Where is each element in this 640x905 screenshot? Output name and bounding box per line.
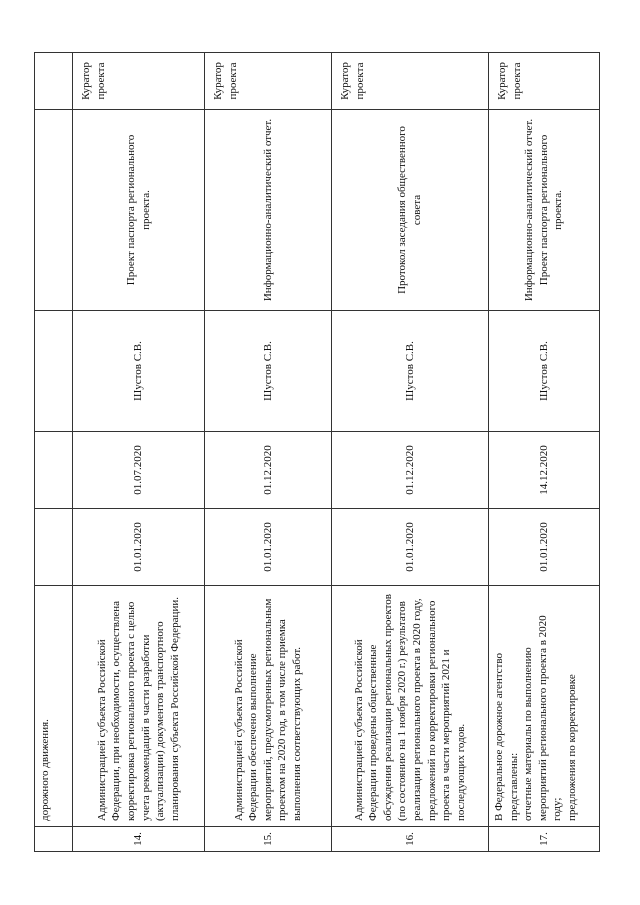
row-responsible: Шустов С.В. <box>332 311 489 432</box>
row-start-date: 01.01.2020 <box>73 509 205 586</box>
row-result: Информационно-аналитический отчет. <box>205 110 332 311</box>
row-start-date: 01.01.2020 <box>205 509 332 586</box>
description-line: В Федеральное дорожное агентство представлены: <box>493 653 520 821</box>
table-row <box>205 53 332 852</box>
continued-text: дорожного движения. <box>35 586 73 827</box>
row-number: 17. <box>489 827 600 852</box>
row-description: Администрацией субъекта Российской Федерации обеспечено выполнение мероприятий, предусмотренных региональным проектом на 2020 год, в том числе приемка выполнения соответствующих работ. <box>205 586 332 827</box>
row-result: Проект паспорта регионального проекта. <box>73 110 205 311</box>
table-row <box>489 53 600 852</box>
row-description: Администрацией субъекта Российской Федерации проведены общественные обсуждения реализации региональных проектов (по состоянию на 1 ноября 2020 г.) результатов реализации регионального проекта в 2020 году, предложений по корректировки регионального проекта в части мероприятий 2021 и последующих годов. <box>332 586 489 827</box>
row-number: 16. <box>332 827 489 852</box>
row-end-date: 14.12.2020 <box>489 432 600 509</box>
table-row <box>73 53 205 852</box>
row-result: Протокол заседания общественного совета <box>332 110 489 311</box>
row-result: Информационно-аналитический отчет. Проект паспорта регионального проекта. <box>489 110 600 311</box>
table-row-continued <box>35 53 73 852</box>
description-line: предложения по корректировке <box>565 674 578 821</box>
row-description: Администрацией субъекта Российской Федерации, при необходимости, осуществлена корректировка регионального проекта с целью учета рекомендаций в части разработки (актуализации) документов транспортного планирования субъекта Российской Федерации. <box>73 586 205 827</box>
rotated-table-container <box>34 52 599 852</box>
row-end-date: 01.07.2020 <box>73 432 205 509</box>
row-number: 14. <box>73 827 205 852</box>
row-number: 15. <box>205 827 332 852</box>
row-curator: Куратор проекта <box>205 53 332 110</box>
row-end-date: 01.12.2020 <box>332 432 489 509</box>
table-row <box>332 53 489 852</box>
row-start-date: 01.01.2020 <box>489 509 600 586</box>
row-responsible: Шустов С.В. <box>205 311 332 432</box>
row-responsible: Шустов С.В. <box>489 311 600 432</box>
row-description <box>489 586 600 827</box>
activities-table <box>34 52 600 852</box>
row-responsible: Шустов С.В. <box>73 311 205 432</box>
row-curator: Куратор проекта <box>73 53 205 110</box>
row-start-date: 01.01.2020 <box>332 509 489 586</box>
row-curator: Куратор проекта <box>332 53 489 110</box>
description-line: отчетные материалы по выполнению мероприятий регионального проекта в 2020 году; <box>522 615 564 821</box>
row-end-date: 01.12.2020 <box>205 432 332 509</box>
row-curator: Куратор проекта <box>489 53 600 110</box>
